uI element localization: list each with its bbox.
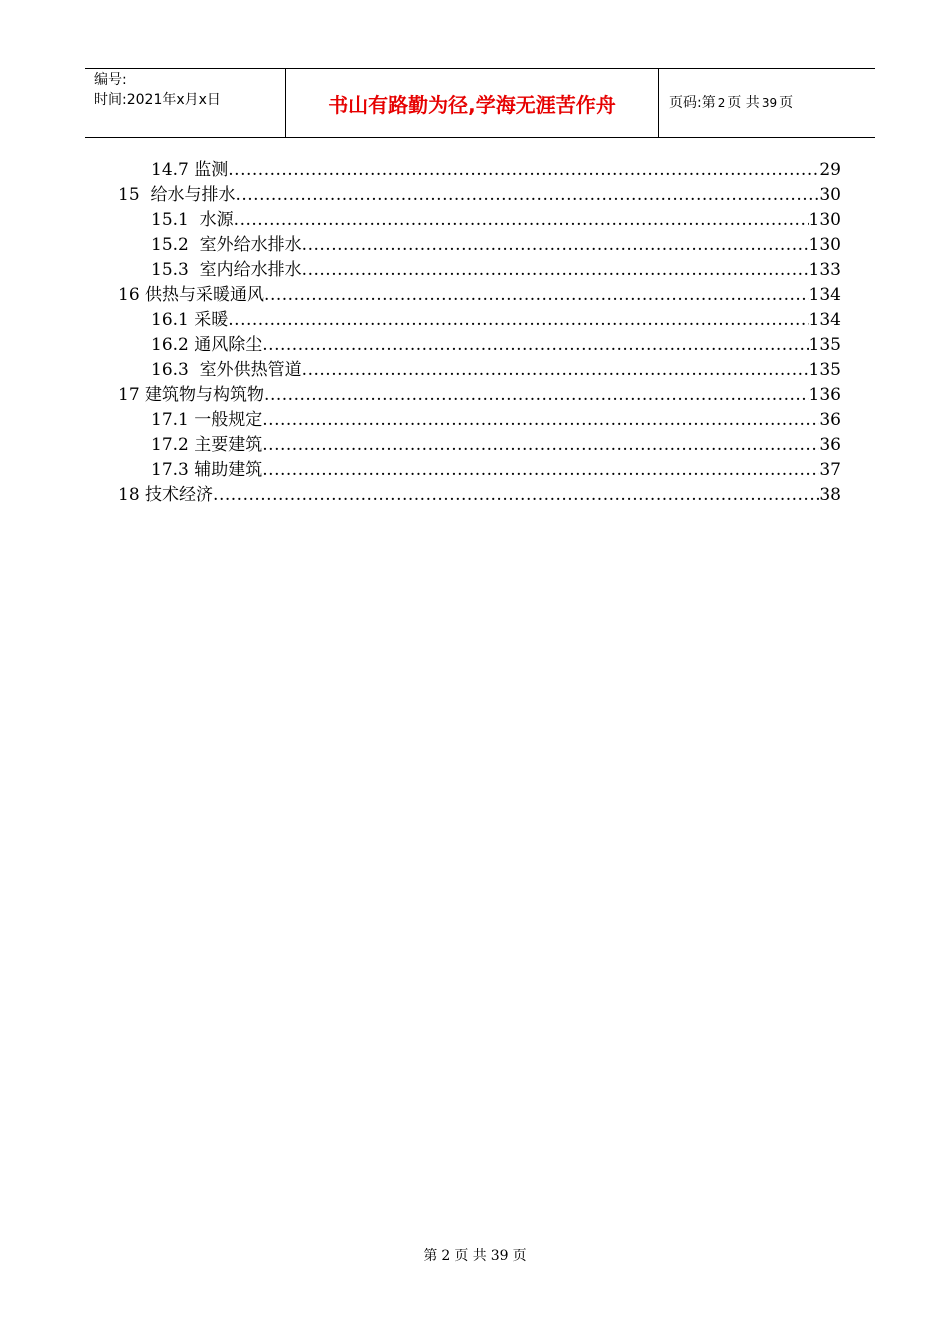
toc-entry-label: 16.3 室外供热管道	[151, 360, 302, 380]
header-motto: 书山有路勤为径,学海无涯苦作舟	[328, 93, 616, 117]
toc-entry-page: 135	[808, 360, 841, 380]
toc-entry-page: 36	[819, 435, 841, 455]
header-motto-cell	[286, 69, 659, 137]
toc-entry-page: 134	[808, 310, 841, 330]
toc-entry-page: 38	[819, 485, 841, 505]
document-date: 时间:2021年x月x日	[94, 92, 221, 108]
header-meta	[85, 69, 286, 137]
document-number-label: 编号:	[94, 72, 127, 88]
header-page-label: 页码:第	[669, 95, 716, 111]
toc-entry-label: 15 给水与排水	[118, 185, 236, 205]
toc-entry[interactable]	[151, 208, 841, 233]
header-page-cell	[659, 69, 875, 137]
toc-dot-leader	[234, 208, 809, 233]
toc-entry[interactable]	[151, 433, 841, 458]
toc-entry[interactable]	[151, 258, 841, 283]
toc-entry-label: 15.1 水源	[151, 210, 234, 230]
footer-total-pages: 39	[490, 1248, 509, 1264]
toc-entry-label: 17.3 辅助建筑	[151, 460, 263, 480]
toc-entry-page: 30	[819, 185, 841, 205]
toc-dot-leader	[264, 383, 809, 408]
toc-dot-leader	[262, 458, 819, 483]
toc-entry[interactable]	[151, 458, 841, 483]
toc-entry-page: 135	[808, 335, 841, 355]
toc-dot-leader	[264, 283, 809, 308]
toc-entry-label: 15.2 室外给水排水	[151, 235, 302, 255]
toc-entry-page: 133	[808, 260, 841, 280]
page-header	[85, 68, 875, 138]
toc-entry[interactable]	[151, 158, 841, 183]
page-footer	[0, 1246, 950, 1266]
toc-dot-leader	[262, 433, 819, 458]
toc-dot-leader	[213, 483, 819, 508]
toc-entry[interactable]	[118, 483, 841, 508]
toc-dot-leader	[228, 158, 819, 183]
footer-suffix: 页	[512, 1248, 527, 1264]
toc-entry[interactable]	[151, 308, 841, 333]
footer-middle: 页 共	[454, 1248, 487, 1264]
toc-dot-leader	[235, 183, 819, 208]
header-page-current: 2	[717, 96, 726, 110]
toc-dot-leader	[302, 233, 809, 258]
header-page-total: 39	[761, 96, 778, 110]
toc-entry-label: 18 技术经济	[118, 485, 214, 505]
header-page-info	[669, 94, 793, 112]
toc-entry-label: 14.7 监测	[151, 160, 229, 180]
footer-prefix: 第	[423, 1248, 438, 1264]
toc-dot-leader	[228, 308, 808, 333]
toc-dot-leader	[262, 408, 819, 433]
toc-entry-label: 17 建筑物与构筑物	[118, 385, 265, 405]
header-page-end: 页	[779, 95, 794, 111]
toc-entry-label: 16.1 采暖	[151, 310, 229, 330]
toc-entry[interactable]	[118, 383, 841, 408]
toc-entry[interactable]	[118, 283, 841, 308]
footer-current-page: 2	[441, 1248, 451, 1264]
toc-entry-page: 136	[808, 385, 841, 405]
toc-dot-leader	[262, 333, 808, 358]
toc-entry-label: 15.3 室内给水排水	[151, 260, 302, 280]
toc-entry[interactable]	[151, 233, 841, 258]
toc-dot-leader	[302, 358, 809, 383]
toc-dot-leader	[302, 258, 809, 283]
toc-entry-page: 134	[808, 285, 841, 305]
toc-entry[interactable]	[151, 333, 841, 358]
toc-entry-label: 17.1 一般规定	[151, 410, 263, 430]
toc-entry-label: 16.2 通风除尘	[151, 335, 263, 355]
toc-entry-page: 36	[819, 410, 841, 430]
header-page-mid: 页 共	[727, 95, 760, 111]
toc-entry-page: 29	[819, 160, 841, 180]
toc-entry-label: 17.2 主要建筑	[151, 435, 263, 455]
toc-entry[interactable]	[118, 183, 841, 208]
toc-entry[interactable]	[151, 358, 841, 383]
toc-entry-page: 37	[819, 460, 841, 480]
toc-entry[interactable]	[151, 408, 841, 433]
toc-entry-page: 130	[808, 235, 841, 255]
toc-entry-page: 130	[808, 210, 841, 230]
toc-entry-label: 16 供热与采暖通风	[118, 285, 265, 305]
